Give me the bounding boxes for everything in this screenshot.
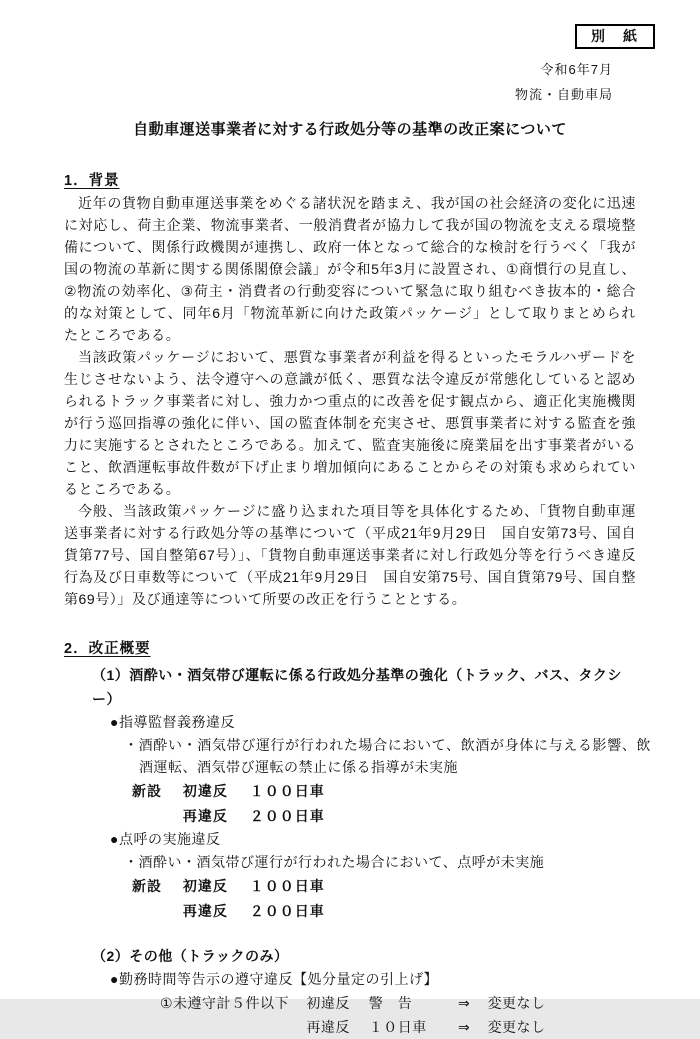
subsection-other-truck-only [64,944,636,1039]
background-paragraph-2: 当該政策パッケージにおいて、悪質な事業者が利益を得るといったモラルハザードを生じさせないよう、法令遵守への意識が低く、悪質な法令違反が常態化していると認められるトラック事業者に対し、強力かつ重点的に改善を促す観点から、適正化実施機関が行う巡回指導の強化に伴い、国の監査体制を充実させ、悪質事業者に対する監査を強力に実施するとされたところである。加えて、監査実施後に廃業届を出す事業者がいること、飲酒運転事故件数が下げ止まり増加傾向にあることからその対策も求められているところである。 [64,349,636,497]
violation-label: ●指導監督義務違反 [110,714,235,730]
issuing-bureau: 物流・自動車局 [514,87,613,102]
section-2-heading: 2．改正概要 [64,641,151,657]
section-revision-outline [64,610,651,1039]
background-paragraph-3: 今般、当該政策パッケージに盛り込まれた項目等を具体化するため、「貨物自動車運送事業者に対する行政処分等の基準について（平成21年9月29日 国自安第73号、国自貨第77号、国自整第67号）」、「貨物自動車運送事業者に対し行政処分等を行うべき違反行為及び日車数等について（平成21年9月29日 国自安第75号、国自貨第79号、国自整第69号）」及び通達等について所要の改正を行うこととする。 [64,503,636,607]
rule-violation-label: 再違反 [306,1019,350,1035]
penalty-repeat-value: ２００日車 [249,903,325,919]
violation-description: ・酒酔い・酒気帯び運行が行われた場合において、飲酒が身体に与える影響、飲酒運転、酒気帯び運転の禁止に係る指導が未実施 [124,737,651,775]
double-arrow-icon: ⇒ [458,1019,471,1035]
rule-result: 変更なし [487,995,546,1011]
penalty-repeat-label: 再違反 [182,808,228,824]
document-date: 令和6年7月 [540,62,613,77]
violation-item-rollcall [64,828,636,923]
subsection-1-heading: （1）酒酔い・酒気帯び運転に係る行政処分基準の強化（トラック、バス、タクシー） [92,667,622,707]
section-background [64,139,636,610]
rule-row-repeat-violation [160,1015,636,1039]
penalty-first-violation-row [132,779,636,803]
subsection-drunk-driving [64,663,651,923]
penalty-new-label: 新設 [132,783,162,799]
rule-violation-label: 初違反 [306,995,350,1011]
penalty-first-label: 初違反 [182,878,228,894]
penalty-new-label: 新設 [132,878,162,894]
penalty-first-value: １００日車 [249,783,325,799]
rule-amount: １０日車 [368,1019,427,1035]
penalty-repeat-violation-row [132,899,636,923]
violation-label: ●点呼の実施違反 [110,831,221,847]
attachment-tag-box [575,24,655,49]
rule-amount: 警 告 [368,995,413,1011]
working-hours-violation-label: ●勤務時間等告示の遵守違反【処分量定の引上げ】 [110,971,438,987]
penalty-first-value: １００日車 [249,878,325,894]
penalty-repeat-value: ２００日車 [249,808,325,824]
background-paragraph-1: 近年の貨物自動車運送事業をめぐる諸状況を踏まえ、我が国の社会経済の変化に迅速に対応し、荷主企業、物流事業者、一般消費者が協力して我が国の物流を支える環境整備について、関係行政機関が連携し、政府一体となって総合的な検討を行うべく「我が国の物流の革新に関する関係閣僚会議」が令和5年3月に設置され、①商慣行の見直し、②物流の効率化、③荷主・消費者の行動変容について緊急に取り組むべき抜本的・総合的な対策として、同年6月「物流革新に向けた政策パッケージ」として取りまとめられたところである。 [64,195,636,343]
subsection-2-heading: （2）その他（トラックのみ） [92,948,289,964]
penalty-repeat-violation-row [132,804,636,828]
penalty-first-label: 初違反 [182,783,228,799]
rule-result: 変更なし [487,1019,546,1035]
section-1-heading: 1．背景 [64,173,120,189]
document-title: 自動車運送事業者に対する行政処分等の基準の改正案について [133,121,567,138]
attachment-tag-label: 別 紙 [591,28,639,44]
violation-description: ・酒酔い・酒気帯び運行が行われた場合において、点呼が未実施 [124,854,545,870]
rule-prefix: ①未遵守計５件以下 [160,995,290,1011]
double-arrow-icon: ⇒ [458,995,471,1011]
violation-item-supervision [64,711,651,828]
rule-row-first-violation [160,991,636,1015]
penalty-repeat-label: 再違反 [182,903,228,919]
penalty-first-violation-row [132,874,636,898]
